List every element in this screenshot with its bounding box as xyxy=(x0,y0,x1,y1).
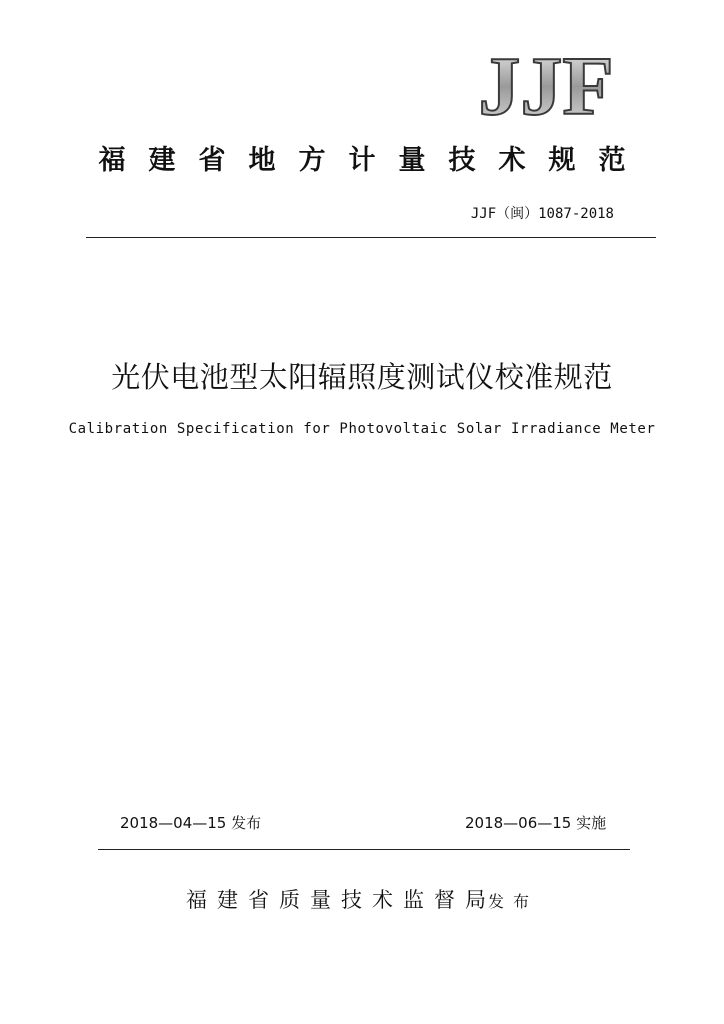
document-title-chinese: 光伏电池型太阳辐照度测试仪校准规范 xyxy=(111,360,613,394)
publisher-name: 福建省质量技术监督局 xyxy=(186,888,496,912)
bottom-divider xyxy=(98,849,630,850)
document-code: JJF（闽）1087-2018 xyxy=(470,206,614,222)
top-divider xyxy=(86,237,656,238)
jjf-logo xyxy=(476,44,616,124)
effective-date: 2018—06—15 实施 xyxy=(465,814,607,832)
standard-series-title: 福建省地方计量技术规范 xyxy=(98,145,649,176)
issue-date: 2018—04—15 发布 xyxy=(120,814,262,832)
document-title-english: Calibration Specification for Photovoltaic Solar Irradiance Meter xyxy=(68,421,656,437)
publish-label: 发布 xyxy=(488,892,539,911)
jjf-logo-text: JJF xyxy=(478,44,614,124)
jjf-logo-graphic xyxy=(476,44,616,124)
